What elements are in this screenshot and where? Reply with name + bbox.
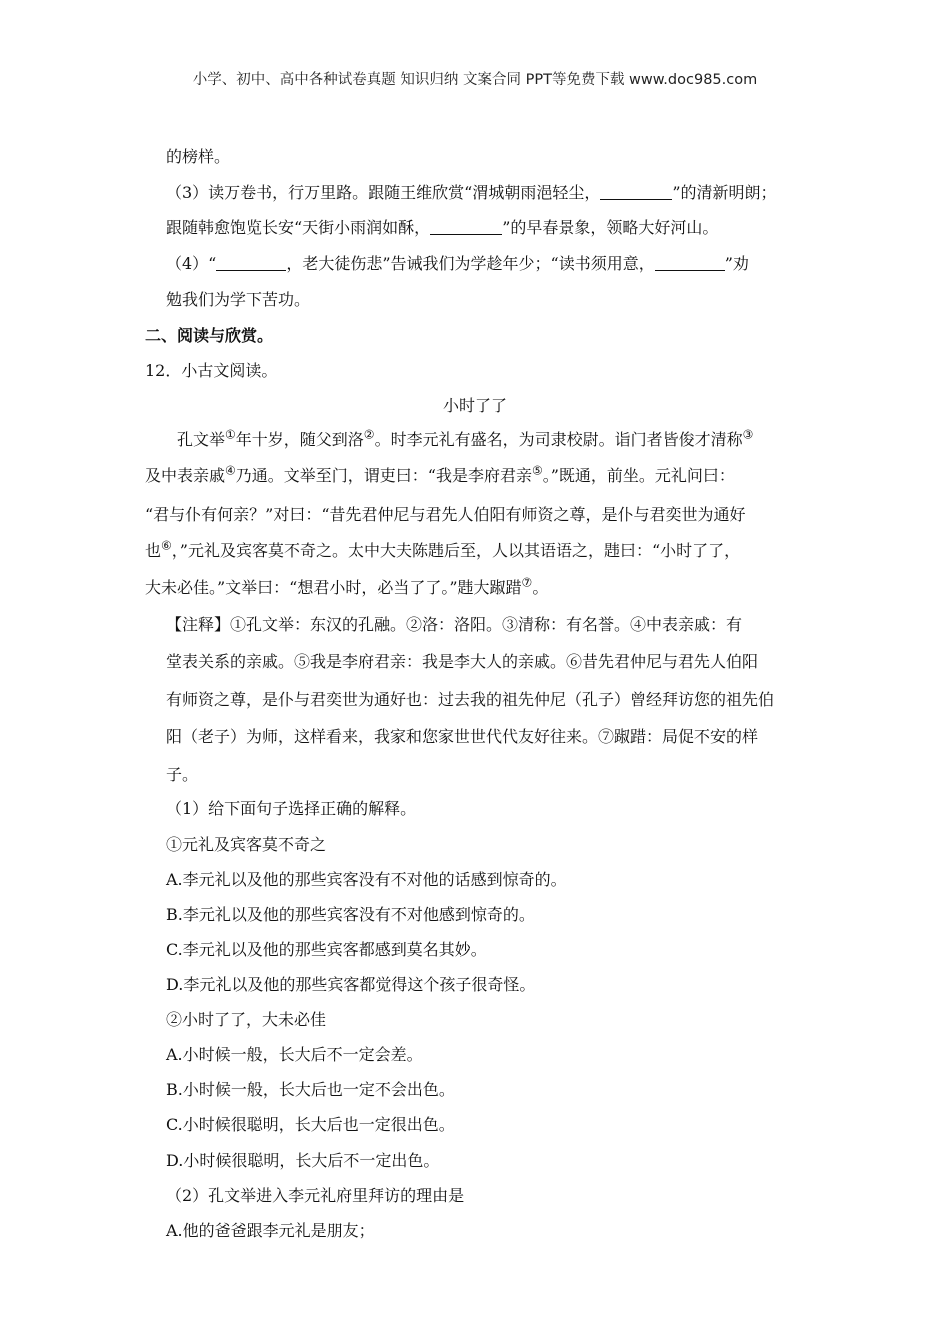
passage-title: 小时了了 [442,396,507,415]
option-a[interactable]: A.他的爸爸跟李元礼是朋友； [166,1221,375,1240]
option-d[interactable]: D.李元礼以及他的那些宾客都觉得这个孩子很奇怪。 [166,975,536,994]
page-header: 小学、初中、高中各种试卷真题 知识归纳 文案合同 PPT等免费下载 www.doc985.com [192,72,758,88]
footnote-mark: ④ [225,463,236,478]
footnote-mark: ③ [742,427,754,442]
passage-line: 也⑥，”元礼及宾客莫不奇之。太中大夫陈韪后至，人以其语语之，韪曰：“小时了了， [145,538,741,560]
answer-blank[interactable] [600,183,672,200]
question-12: 12．小古文阅读。 [145,361,278,380]
footnote-mark: ① [225,427,236,442]
sub-question-1: （1）给下面句子选择正确的解释。 [166,799,417,818]
notes-line: 堂表关系的亲戚。⑤我是李府君亲：我是李大人的亲戚。⑥昔先君仲尼与君先人伯阳 [166,652,759,671]
notes-line: 有师资之尊，是仆与君奕世为通好也：过去我的祖先仲尼（孔子）曾经拜访您的祖先伯 [166,690,775,709]
question-3-line-2: 跟随韩愈饱览长安“天街小雨润如酥， ”的早春景象，领略大好河山。 [166,218,719,237]
option-b[interactable]: B.李元礼以及他的那些宾客没有不对他感到惊奇的。 [166,905,535,924]
passage-line: 孔文举①年十岁，随父到洛②。时李元礼有盛名，为司隶校尉。诣门者皆俊才清称③ [177,427,754,449]
notes-line: 子。 [166,765,199,784]
footnote-mark: ⑦ [521,575,533,590]
answer-blank[interactable] [216,254,286,271]
passage-line: 大未必佳。”文举曰：“想君小时，必当了了。”韪大踧踖⑦。 [145,575,549,597]
notes-line: 【注释】①孔文举：东汉的孔融。②洛：洛阳。③清称：有名誉。④中表亲戚：有 [166,615,743,634]
option-d[interactable]: D.小时候很聪明，长大后不一定出色。 [166,1151,440,1170]
option-c[interactable]: C.李元礼以及他的那些宾客都感到莫名其妙。 [166,940,487,959]
answer-blank[interactable] [655,254,725,271]
notes-line: 阳（老子）为师，这样看来，我家和您家世世代代友好往来。⑦踧踖：局促不安的样 [166,727,759,746]
sentence-2: ②小时了了，大未必佳 [166,1010,327,1029]
question-4-line-1: （4）“ ，老大徒伤悲”告诫我们为学趁年少；“读书须用意， ”劝 [166,254,749,273]
footnote-mark: ⑥ [161,538,172,553]
option-b[interactable]: B.小时候一般，长大后也一定不会出色。 [166,1080,455,1099]
option-c[interactable]: C.小时候很聪明，长大后也一定很出色。 [166,1115,455,1134]
question-3-line-1: （3）读万卷书，行万里路。跟随王维欣赏“渭城朝雨浥轻尘， ”的清新明朗； [166,183,777,202]
option-a[interactable]: A.小时候一般，长大后不一定会差。 [166,1045,423,1064]
passage-line: “君与仆有何亲？”对曰：“昔先君仲尼与君先人伯阳有师资之尊，是仆与君奕世为通好 [145,505,746,524]
text-line: 的榜样。 [166,147,231,166]
sentence-1: ①元礼及宾客莫不奇之 [166,835,327,854]
option-a[interactable]: A.李元礼以及他的那些宾客没有不对他的话感到惊奇的。 [166,870,567,889]
text-line: 勉我们为学下苦功。 [166,290,311,309]
footnote-mark: ⑤ [531,463,543,478]
sub-question-2: （2）孔文举进入李元礼府里拜访的理由是 [166,1186,465,1205]
section-heading: 二、阅读与欣赏。 [145,326,274,345]
footnote-mark: ② [363,427,375,442]
answer-blank[interactable] [430,218,502,235]
passage-line: 及中表亲戚④乃通。文举至门，谓吏曰：“我是李府君亲⑤。”既通，前坐。元礼问曰： [145,463,735,485]
